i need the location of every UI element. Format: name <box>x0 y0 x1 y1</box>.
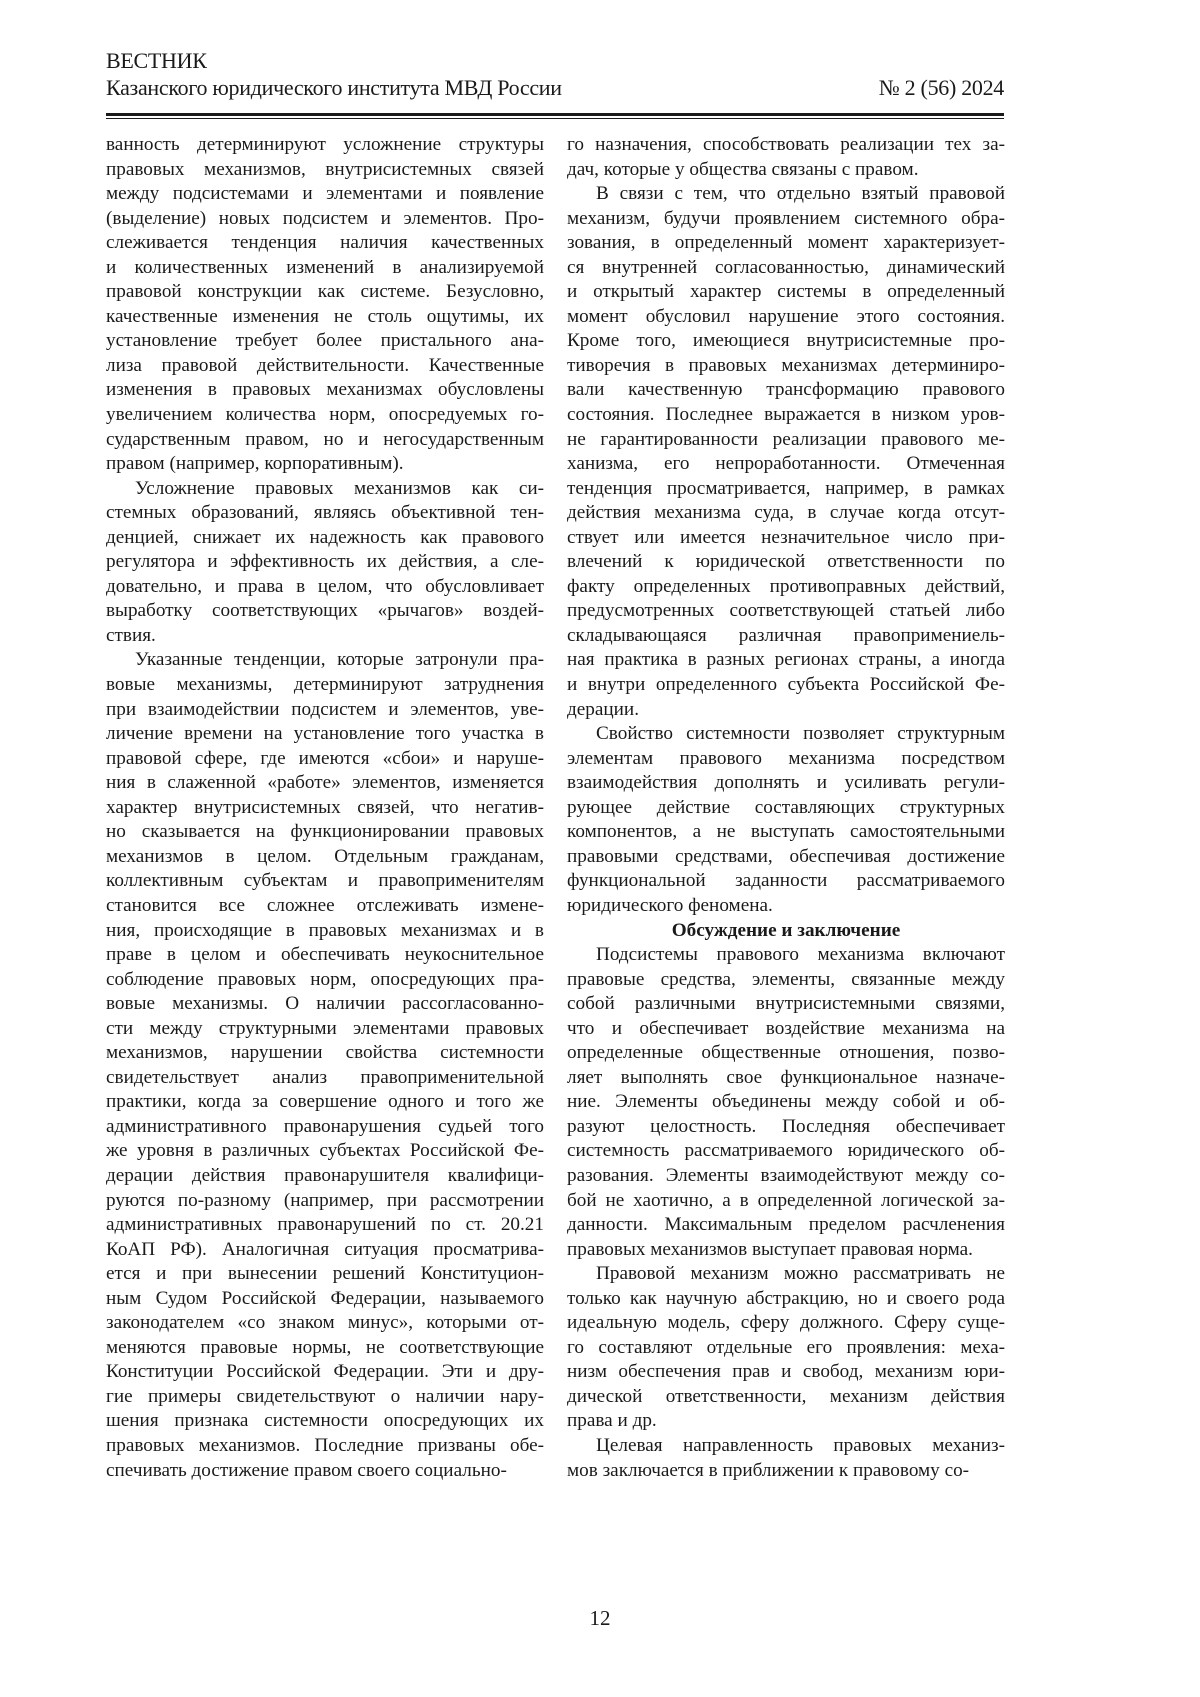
text-line: только как научную абстракцию, но и своего рода <box>567 1287 1005 1309</box>
text-line: дач, которые у общества связаны с правом. <box>567 158 919 180</box>
text-line: и открытый характер системы в определенный <box>567 281 1005 303</box>
text-line: между подсистемами и элементами и появление <box>106 183 544 205</box>
text-line: вовые механизмы, детерминируют затруднения <box>106 674 544 696</box>
text-line: довательно, и права в целом, что обусловливает <box>106 575 544 597</box>
text-line: Конституции Российской Федерации. Эти и дру- <box>106 1361 544 1383</box>
text-line: влечений к юридической ответственности по <box>567 551 1005 573</box>
text-line: административного правонарушения судьей того <box>106 1115 544 1137</box>
text-line: тиворечия в правовых механизмах детерминиро- <box>567 354 1005 376</box>
text-line: (выделение) новых подсистем и элементов. Про- <box>106 207 544 229</box>
right-column <box>567 133 1005 1483</box>
header-rule-thin <box>106 118 1004 119</box>
text-line: соблюдение правовых норм, опосредующих пра- <box>106 968 544 990</box>
text-line: личение времени на установление того участка в <box>106 723 544 745</box>
text-line: установление требует более пристального ана- <box>106 330 544 352</box>
text-line: бой не хаотично, а в определенной логической за- <box>567 1189 1005 1211</box>
journal-header <box>106 48 1004 102</box>
text-line: правом (например, корпоративным). <box>106 453 404 475</box>
text-line: характер внутрисистемных связей, что негатив- <box>106 796 544 818</box>
text-line: Подсистемы правового механизма включают <box>596 944 1005 966</box>
text-line: В связи с тем, что отдельно взятый правовой <box>596 183 1005 205</box>
text-line: ствия. <box>106 624 156 646</box>
text-line: механизм, будучи проявлением системного обра- <box>567 207 1005 229</box>
text-line: ние. Элементы объединены между собой и об- <box>567 1091 1005 1113</box>
text-line: ванность детерминируют усложнение структуры <box>106 134 544 155</box>
text-line: денцией, снижает их надежность как правового <box>106 526 544 548</box>
text-line: правовых механизмов выступает правовая норма. <box>567 1238 973 1260</box>
text-line: юридического феномена. <box>567 894 773 916</box>
text-line: праве в целом и обеспечивать неукоснительное <box>106 944 544 966</box>
text-line: правовыми средствами, обеспечивая достижение <box>567 845 1005 867</box>
text-line: разуют целостность. Последняя обеспечивает <box>567 1115 1005 1137</box>
text-line: коллективным субъектам и правоприменителям <box>106 870 544 892</box>
text-line: и количественных изменений в анализируемой <box>106 256 544 278</box>
text-line: правовые средства, элементы, связанные между <box>567 968 1005 990</box>
text-line: низм обеспечения прав и свобод, механизм юри- <box>567 1361 1005 1383</box>
journal-name: ВЕСТНИК <box>106 48 207 73</box>
text-line: факту определенных противоправных действий, <box>567 575 1005 597</box>
text-line: ется и при вынесении решений Конституцион- <box>106 1263 544 1285</box>
text-line: стемных образований, являясь объективной тен- <box>106 502 544 524</box>
issue-number: № 2 (56) 2024 <box>878 75 1004 100</box>
text-line: регулятора и эффективность их действия, а сле- <box>106 551 544 573</box>
text-line: выработку соответствующих «рычагов» воздей- <box>106 600 544 622</box>
text-line: разования. Элементы взаимодействуют между со- <box>567 1164 1005 1186</box>
text-line: взаимодействия дополнять и усиливать регули- <box>567 772 1005 794</box>
section-heading: Обсуждение и заключение <box>671 919 901 941</box>
text-line: же уровня в различных субъектах Российской Фе- <box>106 1140 544 1162</box>
text-line: лиза правовой действительности. Качественные <box>106 354 544 376</box>
text-line: слеживается тенденция наличия качественных <box>106 232 544 254</box>
text-line: ханизма, его непроработанности. Отмеченная <box>567 453 1005 475</box>
text-line: меняются правовые нормы, не соответствующие <box>106 1336 544 1358</box>
text-line: ния, происходящие в правовых механизмах и в <box>106 919 544 941</box>
page-number: 12 <box>589 1606 611 1630</box>
text-line: рующее действие составляющих структурных <box>567 796 1005 818</box>
text-line: что и обеспечивает воздействие механизма на <box>567 1017 1005 1039</box>
text-line: правовых механизмов. Последние призваны обе- <box>106 1434 544 1456</box>
text-line: шения признака системности опосредующих их <box>106 1410 544 1432</box>
text-line: тенденция просматривается, например, в рамках <box>567 477 1005 499</box>
text-line: но сказывается на функционировании правовых <box>106 821 544 843</box>
text-line: состояния. Последнее выражается в низком уров- <box>567 404 1005 426</box>
text-line: гие примеры свидетельствуют о наличии нару- <box>106 1385 544 1407</box>
text-line: КоАП РФ). Аналогичная ситуация просматрива- <box>106 1238 544 1260</box>
text-line: и внутри определенного субъекта Российской Фе- <box>567 674 1005 696</box>
text-line: складывающаяся различная правопримениель- <box>567 624 1005 646</box>
text-line: действия механизма суда, в случае когда отсут- <box>567 502 1005 524</box>
text-line: дерации действия правонарушителя квалифици- <box>106 1164 544 1186</box>
header-rule-thick <box>106 113 1004 116</box>
text-line: при взаимодействии подсистем и элементов, уве- <box>106 698 544 720</box>
text-line: увеличением количества норм, опосредуемых го- <box>106 404 544 426</box>
text-line: идеальную модель, сферу должного. Сферу суще- <box>567 1312 1005 1334</box>
institution-name: Казанского юридического института МВД России <box>106 75 562 100</box>
text-line: го назначения, способствовать реализации тех за- <box>567 134 1005 155</box>
text-line: элементам правового механизма посредством <box>567 747 1005 769</box>
text-line: данности. Максимальным пределом расчленения <box>567 1214 1005 1236</box>
text-line: качественные изменения не столь ощутимы, их <box>106 305 544 327</box>
text-line: ствует или имеется незначительное число при- <box>567 526 1005 548</box>
text-line: правовой конструкции как системе. Безусловно, <box>106 281 544 303</box>
text-line: Целевая направленность правовых механиз- <box>596 1434 1005 1456</box>
text-line: не гарантированности реализации правового ме- <box>567 428 1005 450</box>
text-line: дерации. <box>567 698 639 720</box>
text-line: свидетельствует анализ правоприменительной <box>106 1066 544 1088</box>
text-line: определенные общественные отношения, позво- <box>567 1042 1005 1064</box>
text-line: административных правонарушений по ст. 20.21 <box>106 1214 544 1236</box>
text-line: собой различными внутрисистемными связями, <box>567 993 1005 1015</box>
text-line: правовых механизмов, внутрисистемных связей <box>106 158 544 180</box>
text-line: ная практика в разных регионах страны, а иногда <box>567 649 1005 671</box>
text-line: Свойство системности позволяет структурным <box>596 723 1005 745</box>
text-line: руются по-разному (например, при рассмотрении <box>106 1189 544 1211</box>
text-line: зования, в определенный момент характеризует- <box>567 232 1005 254</box>
text-line: спечивать достижение правом своего социально- <box>106 1459 507 1481</box>
text-line: дической ответственности, механизм действия <box>567 1385 1005 1407</box>
text-line: компонентов, а не выступать самостоятельными <box>567 821 1005 843</box>
text-line: системность рассматриваемого юридического об- <box>567 1140 1005 1162</box>
text-line: Кроме того, имеющиеся внутрисистемные про- <box>567 330 1005 352</box>
text-line: мов заключается в приближении к правовому со- <box>567 1459 970 1481</box>
text-line: вовые механизмы. О наличии рассогласованно- <box>106 993 544 1015</box>
text-line: го составляют отдельные его проявления: меха- <box>567 1336 1005 1358</box>
text-line: ся внутренней согласованностью, динамический <box>567 256 1005 278</box>
text-line: права и др. <box>567 1410 657 1432</box>
text-line: сти между структурными элементами правовых <box>106 1017 544 1039</box>
left-column <box>106 133 544 1483</box>
text-line: становится все сложнее отслеживать измене- <box>106 894 544 916</box>
text-line: ным Судом Российской Федерации, называемого <box>106 1287 544 1309</box>
text-line: сударственным правом, но и негосударственным <box>106 428 544 450</box>
text-line: механизмов в целом. Отдельным гражданам, <box>106 845 544 867</box>
text-line: механизмов, нарушении свойства системности <box>106 1042 544 1064</box>
text-line: правовой сфере, где имеются «сбои» и наруше- <box>106 747 544 769</box>
text-line: функциональной заданности рассматриваемого <box>567 870 1005 892</box>
text-line: практики, когда за совершение одного и того же <box>106 1091 544 1113</box>
text-line: Правовой механизм можно рассматривать не <box>596 1263 1005 1285</box>
text-line: предусмотренных соответствующей статьей либо <box>567 600 1005 622</box>
text-line: законодателем «со знаком минус», которыми от- <box>106 1312 544 1334</box>
text-line: ния в слаженной «работе» элементов, изменяется <box>106 772 544 794</box>
text-line: изменения в правовых механизмах обусловлены <box>106 379 544 401</box>
text-line: Усложнение правовых механизмов как си- <box>135 477 544 499</box>
text-line: Указанные тенденции, которые затронули пра- <box>135 649 544 671</box>
text-line: ляет выполнять свое функциональное назначе- <box>567 1066 1005 1088</box>
text-line: момент обусловил нарушение этого состояния. <box>567 305 1005 327</box>
text-line: вали качественную трансформацию правового <box>567 379 1005 401</box>
